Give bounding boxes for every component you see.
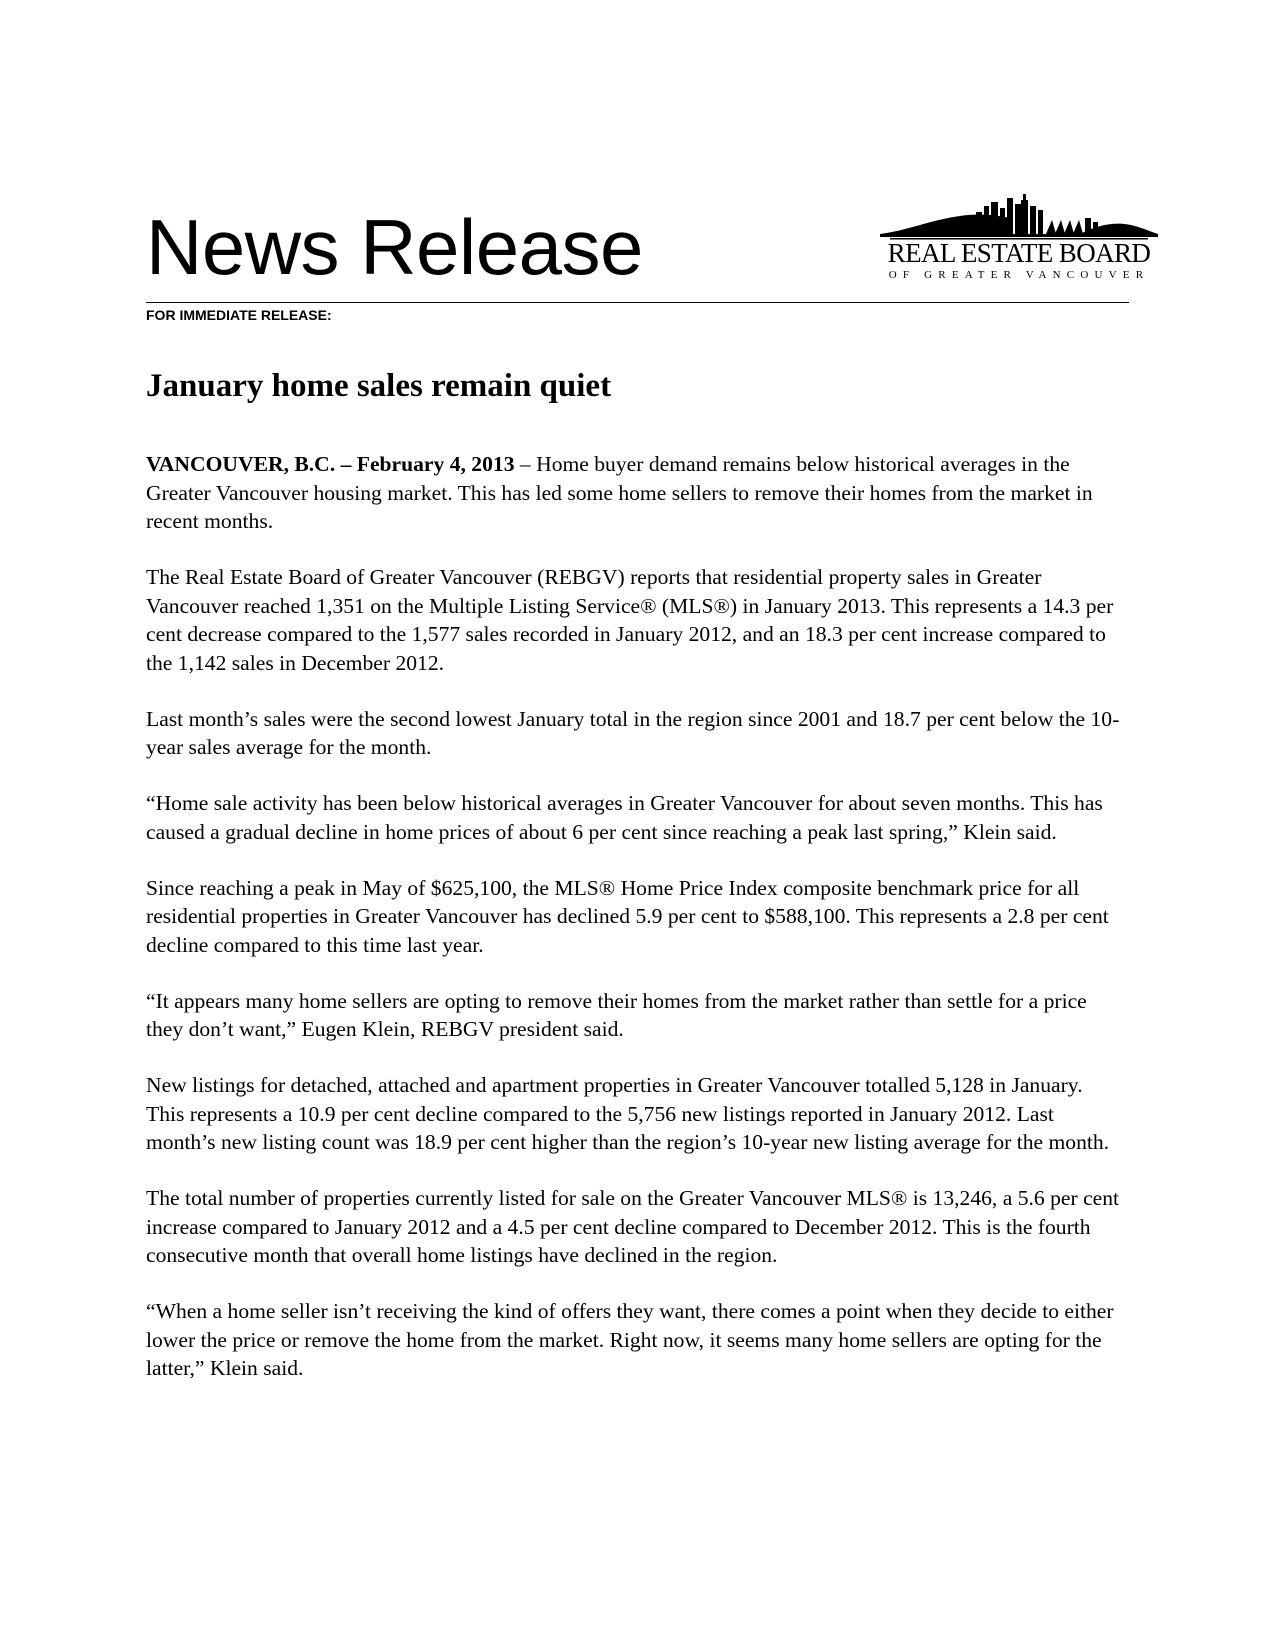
logo-name-line1: REAL ESTATE BOARD — [887, 238, 1151, 268]
page-title: News Release — [146, 203, 643, 291]
body-paragraph: “Home sale activity has been below historical averages in Greater Vancouver for about seven months. This has caused a gradual decline in home prices of about 6 per cent since reaching a peak last spring,” Klein said. — [146, 791, 1103, 844]
article-headline: January home sales remain quiet — [146, 368, 612, 404]
body-paragraph: “When a home seller isn’t receiving the kind of offers they want, there comes a point when they decide to either lower the price or remove the home from the market. Right now, it seems many home sellers are opting for the latter,” Klein said. — [146, 1299, 1114, 1380]
lead-paragraph — [146, 450, 1121, 536]
dateline: VANCOUVER, B.C. – February 4, 2013 — [146, 452, 515, 476]
header-divider — [146, 302, 1129, 303]
rebgv-logo — [880, 190, 1158, 282]
body-paragraph: Last month’s sales were the second lowest January total in the region since 2001 and 18.7 per cent below the 10-year sales average for the month. — [146, 706, 1120, 759]
lead-text: – Home buyer demand remains below historical averages in the Greater Vancouver housing market. This has led some home sellers to remove their homes from the market in recent months. — [146, 452, 1093, 533]
release-label: FOR IMMEDIATE RELEASE: — [146, 307, 332, 323]
body-paragraph: “It appears many home sellers are opting to remove their homes from the market rather than settle for a price they don’t want,” Eugen Klein, REBGV president said. — [146, 988, 1087, 1041]
skyline-logo-icon — [880, 190, 1158, 242]
body-paragraph: The total number of properties currently listed for sale on the Greater Vancouver MLS® is 13,246, a 5.6 per cent increase compared to January 2012 and a 4.5 per cent decline compared to December 2012. This is the fourth consecutive month that overall home listings have declined in the region. — [146, 1186, 1120, 1267]
logo-name-line2: OF GREATER VANCOUVER — [888, 269, 1150, 281]
article-body — [146, 450, 1121, 1410]
body-paragraph: Since reaching a peak in May of $625,100, the MLS® Home Price Index composite benchmark price for all residential properties in Greater Vancouver has declined 5.9 per cent to $588,100. This represents a 2.8 per cent decline compared to this time last year. — [146, 875, 1109, 957]
body-paragraph: The Real Estate Board of Greater Vancouver (REBGV) reports that residential property sales in Greater Vancouver reached 1,351 on the Multiple Listing Service® (MLS®) in January 2013. This represents a 14.3 per cent decrease compared to the 1,577 sales recorded in January 2012, and an 18.3 per cent increase compared to the 1,142 sales in December 2012. — [146, 565, 1114, 675]
body-paragraph: New listings for detached, attached and apartment properties in Greater Vancouver totalled 5,128 in January. This represents a 10.9 per cent decline compared to the 5,756 new listings reported in January 2012. Last month’s new listing count was 18.9 per cent higher than the region’s 10-year new listing average for the month. — [146, 1073, 1110, 1154]
